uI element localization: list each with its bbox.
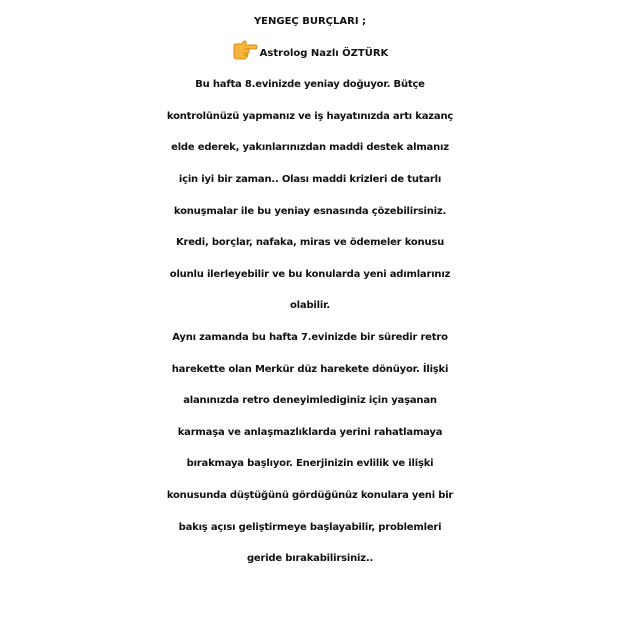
author-name: Astrolog Nazlı ÖZTÜRK xyxy=(259,47,389,59)
body-line: konusunda düştüğünü gördüğünüz konulara yeni bir xyxy=(166,489,454,501)
body-line: kontrolünüzü yapmanız ve iş hayatınızda artı kazanç xyxy=(166,110,454,122)
body-line: geride bırakabilirsiniz.. xyxy=(246,553,374,565)
body-line: Bu hafta 8.evinizde yeniay doğuyor. Bütçe xyxy=(195,79,425,91)
body-line: olabilir. xyxy=(290,300,330,312)
body-line: alanınızda retro deneyimlediginiz için yaşanan xyxy=(183,395,437,407)
body-line: Kredi, borçlar, nafaka, miras ve ödemeler konusu xyxy=(175,237,445,249)
body-line: karmaşa ve anlaşmazlıklarda yerini rahatlamaya xyxy=(177,426,443,438)
body-line: olunlu ilerleyebilir ve bu konularda yeni adımlarınız xyxy=(169,268,451,280)
author-line xyxy=(0,38,620,70)
page-title: YENGEÇ BURÇLARI ; xyxy=(253,16,367,27)
body-line: bakış açısı geliştirmeye başlayabilir, problemleri xyxy=(178,521,442,533)
body-line: için iyi bir zaman.. Olası maddi krizleri de tutarlı xyxy=(178,173,442,185)
body-line: konuşmalar ile bu yeniay esnasında çözebilirsiniz. xyxy=(173,205,447,217)
pointing-hand-icon xyxy=(232,38,258,60)
body-line: bırakmaya başlıyor. Enerjinizin evlilik ve ilişki xyxy=(186,458,434,470)
body-line: elde ederek, yakınlarınızdan maddi destek almanız xyxy=(171,142,449,154)
body-line: harekette olan Merkür düz harekete dönüyor. İlişki xyxy=(171,363,449,375)
body-line: Aynı zamanda bu hafta 7.evinizde bir süredir retro xyxy=(172,331,448,343)
